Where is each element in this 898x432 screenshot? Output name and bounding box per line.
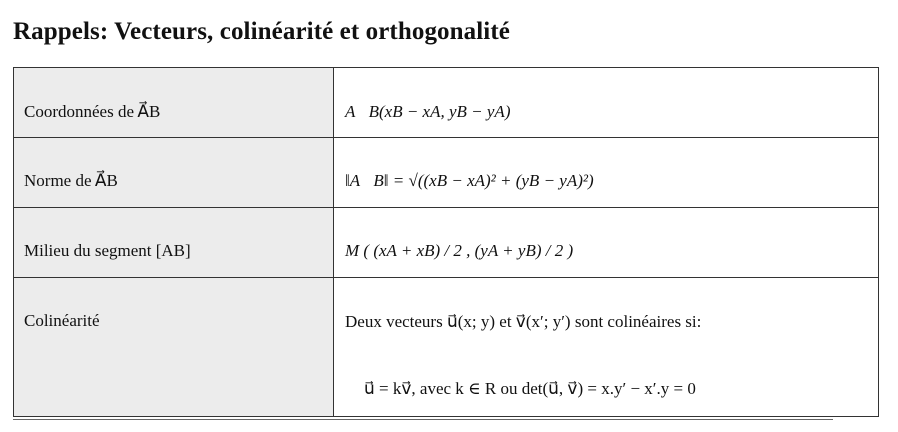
label-cell <box>14 208 334 277</box>
formula-cell <box>334 138 878 207</box>
row-label: Coordonnées de A⃗B <box>24 102 161 121</box>
collinearity-condition: u⃗ = kv⃗, avec k ∈ R ou det(u⃗, v⃗) = x.y′ − x′.y = 0 <box>364 379 696 398</box>
table-row-norm <box>14 138 878 208</box>
formula-cell <box>334 68 878 137</box>
row-label: Colinéarité <box>24 311 100 330</box>
formula-cell <box>334 208 878 277</box>
label-cell <box>14 68 334 137</box>
reminder-table <box>13 67 879 417</box>
collinearity-statement: Deux vecteurs u⃗(x; y) et v⃗(x′; y′) sont colinéaires si: <box>345 312 702 331</box>
table-row-collinearity <box>14 278 878 416</box>
formula-text: M ( (xA + xB) / 2 , (yA + yB) / 2 ) <box>345 241 574 260</box>
row-label: Milieu du segment [AB] <box>24 241 191 260</box>
formula-text: A⃗B(xB − xA, yB − yA) <box>345 102 511 121</box>
page-title: Rappels: Vecteurs, colinéarité et orthogonalité <box>13 18 510 45</box>
label-cell <box>14 278 334 416</box>
bottom-divider <box>13 419 833 420</box>
label-cell <box>14 138 334 207</box>
row-label: Norme de A⃗B <box>24 171 118 190</box>
formula-cell <box>334 278 878 416</box>
table-row-midpoint <box>14 208 878 278</box>
table-row-coordinates <box>14 68 878 138</box>
formula-text: ‖A⃗B‖ = √((xB − xA)² + (yB − yA)²) <box>345 171 594 190</box>
